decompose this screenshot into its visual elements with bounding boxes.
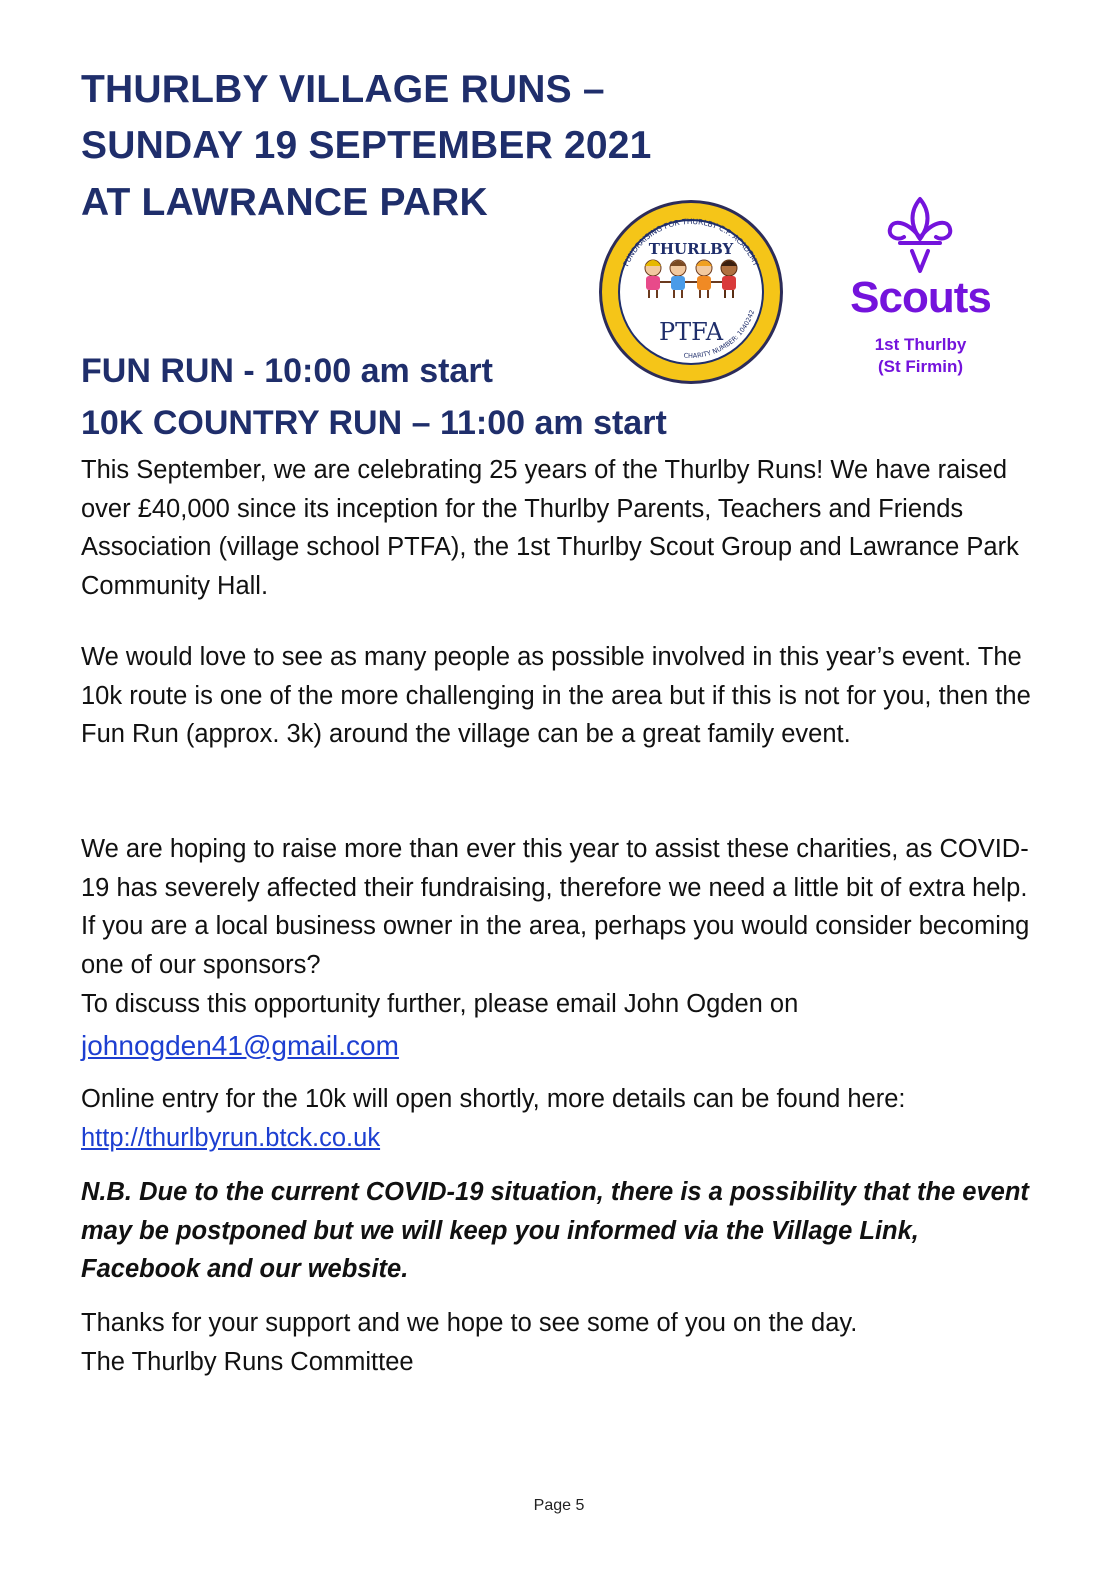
ptfa-name-bottom: PTFA <box>658 318 724 346</box>
fleur-de-lis-icon <box>848 195 993 275</box>
contact-text: To discuss this opportunity further, please email John Ogden on <box>81 990 799 1018</box>
closing-paragraph <box>81 1304 1041 1381</box>
title-line-1: THURLBY VILLAGE RUNS – <box>81 68 605 111</box>
ptfa-ring-text-top: FUNDRAISING FOR THURLBY C.P. ACADEMY <box>621 216 761 268</box>
country-run-time: 10K COUNTRY RUN – 11:00 am start <box>81 404 667 442</box>
fun-run-time: FUN RUN - 10:00 am start <box>81 352 493 390</box>
event-paragraph: We would love to see as many people as possible involved in this year’s event. The 10k route is one of the more challenging in the area but if this is not for you, then the Fun Run (approx. 3k) around the village can be a great family event. <box>81 643 1031 749</box>
intro-paragraph: This September, we are celebrating 25 years of the Thurlby Runs! We have raised over £40,000 since its inception for the Thurlby Parents, Teachers and Friends Association (village school PTFA), the 1st Thurlby Scout Group and Lawrance Park Community Hall. <box>81 456 1019 600</box>
website-link[interactable]: http://thurlbyrun.btck.co.uk <box>81 1123 381 1152</box>
contact-paragraph <box>81 985 1041 1069</box>
ptfa-logo <box>597 198 785 386</box>
signoff-text: The Thurlby Runs Committee <box>81 1347 414 1376</box>
page-number: Page 5 <box>533 1497 585 1514</box>
scouts-group-line-1: 1st Thurlby <box>874 335 967 354</box>
online-entry-text: Online entry for the 10k will open shortly, more details can be found here: <box>81 1085 906 1113</box>
email-link[interactable]: johnogden41@gmail.com <box>81 1029 399 1061</box>
ptfa-logo-graphic <box>597 198 785 386</box>
ptfa-name-top: THURLBY <box>648 240 734 258</box>
scouts-wordmark: Scouts <box>850 273 991 322</box>
title-line-3: AT LAWRANCE PARK <box>81 181 488 224</box>
online-entry-paragraph <box>81 1080 1041 1157</box>
sponsorship-paragraph: We are hoping to raise more than ever this year to assist these charities, as COVID-19 has severely affected their fundraising, therefore we need a little bit of extra help. If you are a local business owner in the area, perhaps you would consider becoming one of our sponsors? <box>81 835 1030 979</box>
scouts-logo <box>848 195 993 385</box>
covid-notice: N.B. Due to the current COVID-19 situation, there is a possibility that the event may be postponed but we will keep you informed via the Village Link, Facebook and our website. <box>81 1178 1029 1284</box>
scouts-group-line-2: (St Firmin) <box>878 357 963 376</box>
ptfa-ring-text-bottom: CHARITY NUMBER: 1040242 <box>683 308 757 360</box>
thanks-text: Thanks for your support and we hope to see some of you on the day. <box>81 1309 858 1337</box>
title-line-2: SUNDAY 19 SEPTEMBER 2021 <box>81 124 652 167</box>
